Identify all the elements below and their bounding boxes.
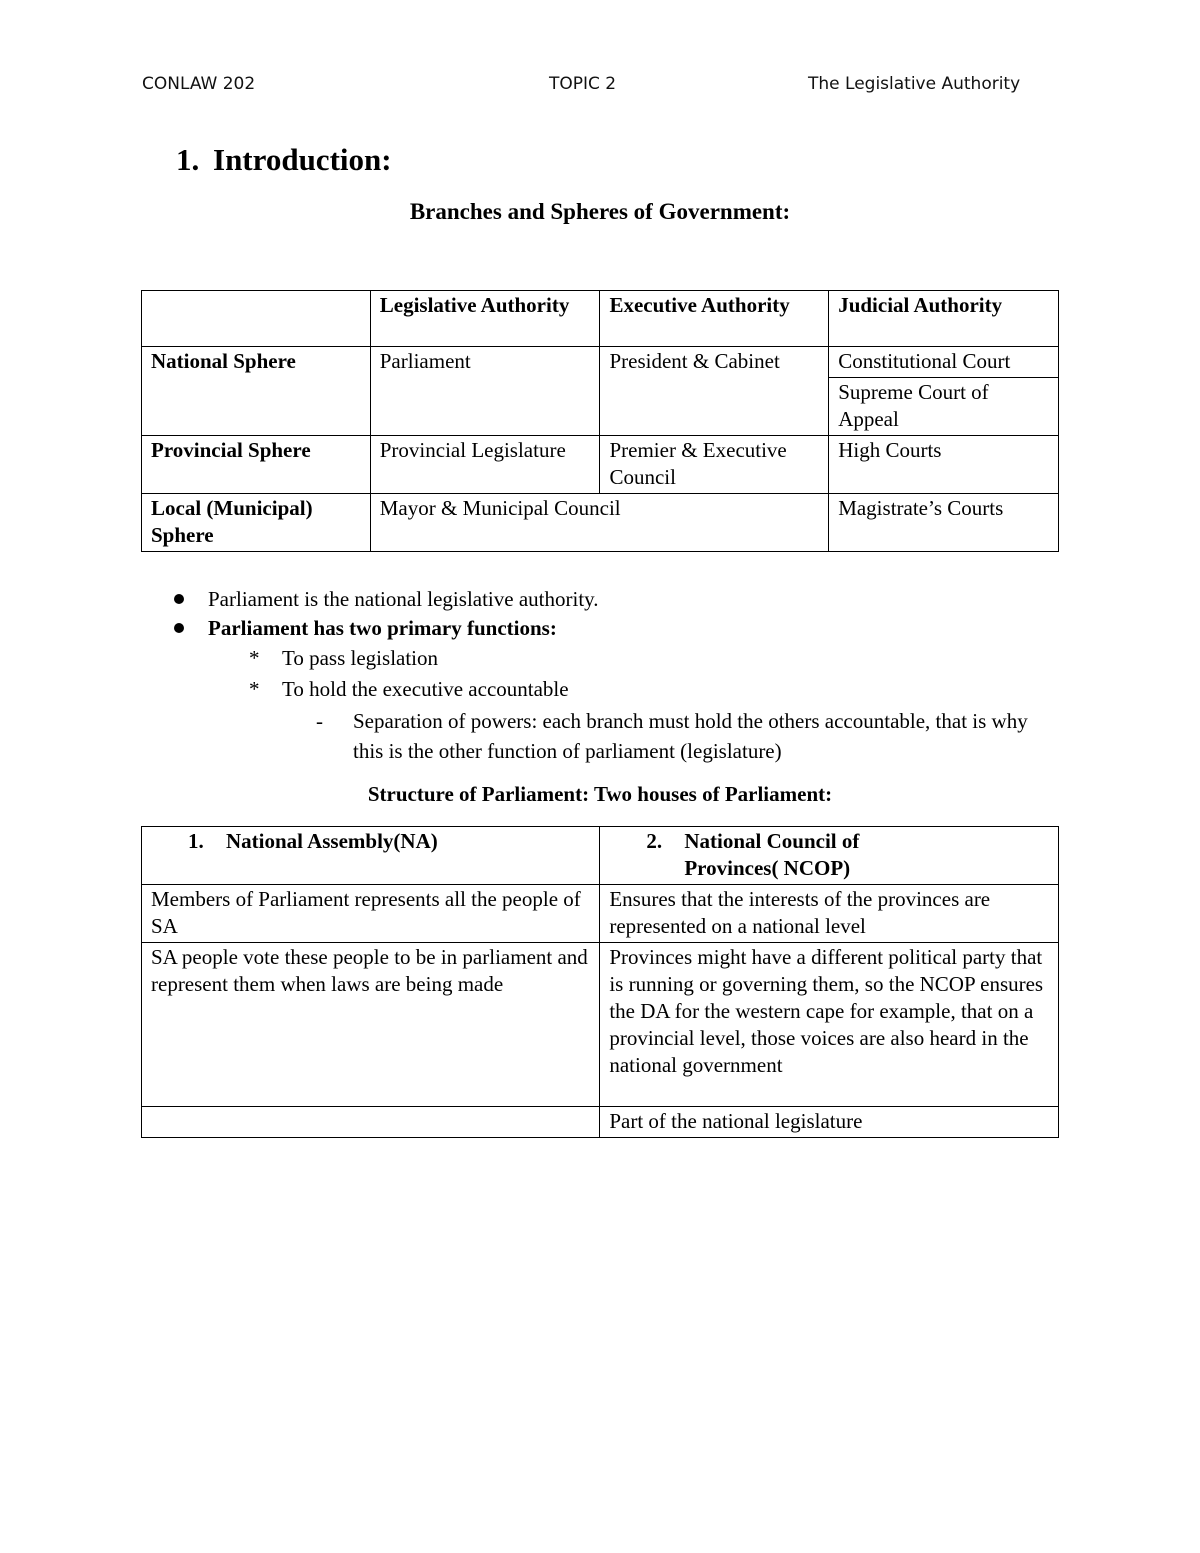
dash-icon: - xyxy=(316,709,323,733)
table-row xyxy=(142,885,1059,943)
asterisk-icon: * xyxy=(249,646,260,670)
ncop-cell: Provinces might have a different political party that is running or governing them, so the NCOP ensures the DA for the western cape for example, that on a provincial level, those voices are also heard in the national government xyxy=(600,943,1059,1107)
table-row xyxy=(142,943,1059,1107)
gov-table-title: Branches and Spheres of Government: xyxy=(409,199,791,224)
sub-list-item xyxy=(249,646,438,671)
dash-list-item xyxy=(316,706,1056,766)
bullet-text: Parliament is the national legislative authority. xyxy=(208,587,599,611)
provincial-legislative: Provincial Legislature xyxy=(370,436,600,494)
ncop-cell: Part of the national legislature xyxy=(600,1107,1059,1138)
section-heading xyxy=(176,142,392,178)
national-judicial-sca: Supreme Court of Appeal xyxy=(829,378,1059,436)
section-number: 1. xyxy=(176,142,200,177)
table-header-row xyxy=(142,827,1059,885)
section-title: Introduction: xyxy=(213,142,392,177)
header-title: The Legislative Authority xyxy=(808,74,1021,94)
sphere-national: National Sphere xyxy=(142,347,371,436)
local-legislative-executive: Mayor & Municipal Council xyxy=(370,494,828,552)
bullet-dot-icon xyxy=(174,623,184,633)
table-row-provincial xyxy=(142,436,1059,494)
na-cell xyxy=(142,1107,600,1138)
provincial-judicial: High Courts xyxy=(829,436,1059,494)
dash-bullet-text: Separation of powers: each branch must hold the others accountable, that is why this is the other function of parliament (legislature) xyxy=(353,709,1028,763)
provincial-executive: Premier & Executive Council xyxy=(600,436,829,494)
header-cell-judicial: Judicial Authority xyxy=(829,291,1059,347)
header-label: National Council of Provinces( NCOP) xyxy=(684,829,860,880)
header-cell-na xyxy=(142,827,600,885)
parl-table-title: Structure of Parliament: Two houses of Parliament: xyxy=(367,782,833,806)
table-row-local xyxy=(142,494,1059,552)
national-judicial-constitutional: Constitutional Court xyxy=(829,347,1059,378)
header-cell-executive: Executive Authority xyxy=(600,291,829,347)
bullet-dot-icon xyxy=(174,594,184,604)
bullet-text: Parliament has two primary functions: xyxy=(208,616,557,640)
local-judicial: Magistrate’s Courts xyxy=(829,494,1059,552)
parliament-structure-table xyxy=(141,826,1059,1138)
na-cell: Members of Parliament represents all the people of SA xyxy=(142,885,600,943)
table-header-row xyxy=(142,291,1059,347)
sub-bullet-text: To hold the executive accountable xyxy=(282,677,569,701)
sub-bullet-text: To pass legislation xyxy=(282,646,439,670)
header-course-code: CONLAW 202 xyxy=(142,74,256,94)
table-row xyxy=(142,1107,1059,1138)
sub-list-item xyxy=(249,677,569,702)
na-cell: SA people vote these people to be in parliament and represent them when laws are being made xyxy=(142,943,600,1107)
national-legislative: Parliament xyxy=(370,347,600,436)
header-number: 2. xyxy=(646,829,663,853)
branches-spheres-table xyxy=(141,290,1059,552)
table-row-national xyxy=(142,347,1059,378)
header-cell-legislative: Legislative Authority xyxy=(370,291,600,347)
header-cell-empty xyxy=(142,291,371,347)
sphere-local: Local (Municipal) Sphere xyxy=(142,494,371,552)
asterisk-icon: * xyxy=(249,677,260,701)
sphere-provincial: Provincial Sphere xyxy=(142,436,371,494)
header-cell-ncop xyxy=(600,827,1059,885)
ncop-cell: Ensures that the interests of the provinces are represented on a national level xyxy=(600,885,1059,943)
national-executive: President & Cabinet xyxy=(600,347,829,436)
header-topic: TOPIC 2 xyxy=(549,74,617,94)
list-item xyxy=(174,587,599,612)
header-label: National Assembly(NA) xyxy=(226,829,438,853)
list-item xyxy=(174,616,557,641)
header-number: 1. xyxy=(188,829,204,853)
